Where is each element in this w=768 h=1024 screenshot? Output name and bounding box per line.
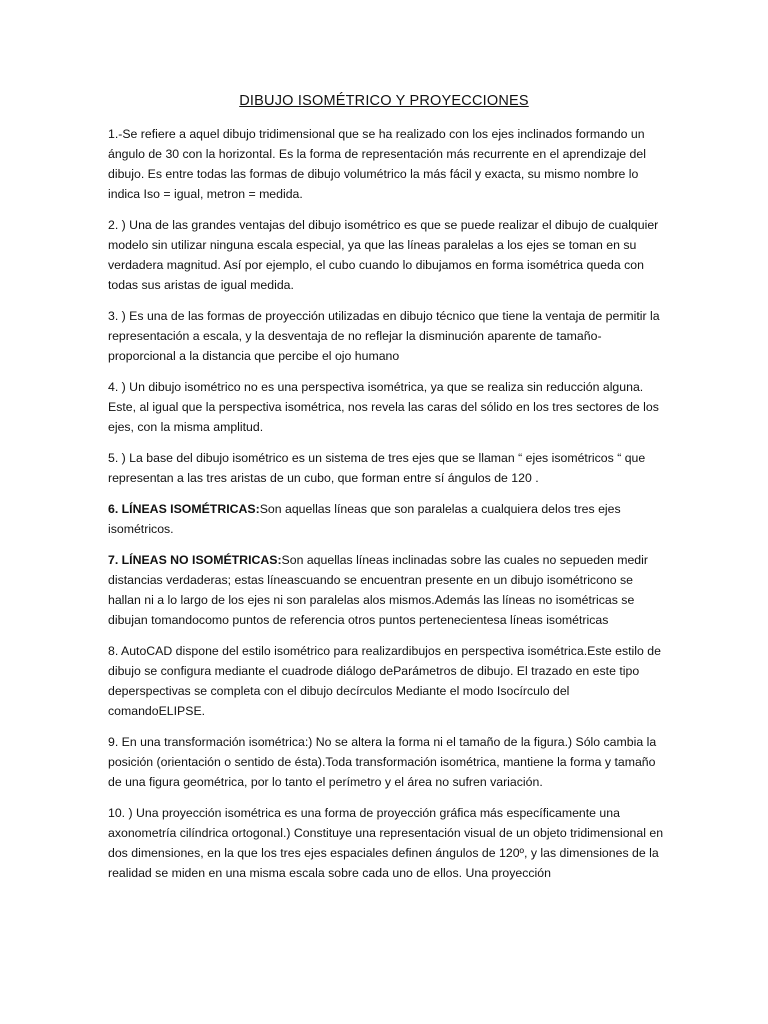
paragraph-text: 4. ) Un dibujo isométrico no es una perspectiva isométrica, ya que se realiza sin reducción alguna. Este, al igual que la perspectiva isométrica, nos revela las caras del sólido en los tres sectores de los ejes, con la misma amplitud. bbox=[108, 380, 659, 434]
paragraph-2 bbox=[108, 215, 668, 295]
paragraph-text: Son aquellas líneas que son paralelas a cualquiera delos tres ejes isométricos. bbox=[108, 502, 621, 536]
paragraph-text: Son aquellas líneas inclinadas sobre las cuales no sepueden medir distancias verdaderas; estas líneascuando se encuentran presente en un dibujo isométricono se hallan ni a lo largo de los ejes ni son paralelas alos mismos.Además las líneas no isométricas se dibujan tomandocomo puntos de referencia otros puntos pertenecientesa líneas isométricas bbox=[108, 553, 648, 627]
document-body bbox=[108, 124, 668, 894]
paragraph-text: 1.-Se refiere a aquel dibujo tridimensional que se ha realizado con los ejes inclinados formando un ángulo de 30 con la horizontal. Es la forma de representación más recurrente en el aprendizaje del dibujo. Es entre todas las formas de dibujo volumétrico la más fácil y exacta, su mismo nombre lo indica Iso = igual, metron = medida. bbox=[108, 127, 646, 201]
paragraph-5 bbox=[108, 448, 668, 488]
paragraph-text: 8. AutoCAD dispone del estilo isométrico para realizardibujos en perspectiva isométrica.Este estilo de dibujo se configura mediante el cuadrode diálogo deParámetros de dibujo. El trazado en este tipo deperspectivas se completa con el dibujo decírculos Mediante el modo Isocírculo del comandoELIPSE. bbox=[108, 644, 661, 718]
paragraph-text: 10. ) Una proyección isométrica es una forma de proyección gráfica más específicamente una axonometría cilíndrica ortogonal.) Constituye una representación visual de un objeto tridimensional en dos dimensiones, en la que los tres ejes espaciales definen ángulos de 120º, y las dimensiones de la realidad se miden en una misma escala sobre cada uno de ellos. Una proyección bbox=[108, 806, 664, 880]
document-title: DIBUJO ISOMÉTRICO Y PROYECCIONES bbox=[239, 93, 529, 109]
paragraph-4 bbox=[108, 377, 668, 437]
paragraph-9 bbox=[108, 732, 668, 792]
paragraph-8 bbox=[108, 641, 668, 721]
paragraph-1 bbox=[108, 124, 668, 204]
paragraph-text: 5. ) La base del dibujo isométrico es un sistema de tres ejes que se llaman “ ejes isométricos “ que representan a las tres aristas de un cubo, que forman entre sí ángulos de 120 . bbox=[108, 451, 646, 485]
paragraph-lead: 6. LÍNEAS ISOMÉTRICAS: bbox=[108, 502, 260, 516]
paragraph-6 bbox=[108, 499, 668, 539]
paragraph-10 bbox=[108, 803, 668, 883]
paragraph-3 bbox=[108, 306, 668, 366]
paragraph-text: 2. ) Una de las grandes ventajas del dibujo isométrico es que se puede realizar el dibujo de cualquier modelo sin utilizar ninguna escala especial, ya que las líneas paralelas a los ejes se toman en su verdadera magnitud. Así por ejemplo, el cubo cuando lo dibujamos en forma isométrica queda con todas sus aristas de igual medida. bbox=[108, 218, 659, 292]
paragraph-7 bbox=[108, 550, 668, 630]
paragraph-text: 9. En una transformación isométrica:) No se altera la forma ni el tamaño de la figura.) Sólo cambia la posición (orientación o sentido de ésta).Toda transformación isométrica, mantiene la forma y tamaño de una figura geométrica, por lo tanto el perímetro y el área no sufren variación. bbox=[108, 735, 657, 789]
paragraph-lead: 7. LÍNEAS NO ISOMÉTRICAS: bbox=[108, 553, 282, 567]
paragraph-text: 3. ) Es una de las formas de proyección utilizadas en dibujo técnico que tiene la ventaja de permitir la representación a escala, y la desventaja de no reflejar la disminución aparente de tamaño-proporcional a la distancia que percibe el ojo humano bbox=[108, 309, 660, 363]
